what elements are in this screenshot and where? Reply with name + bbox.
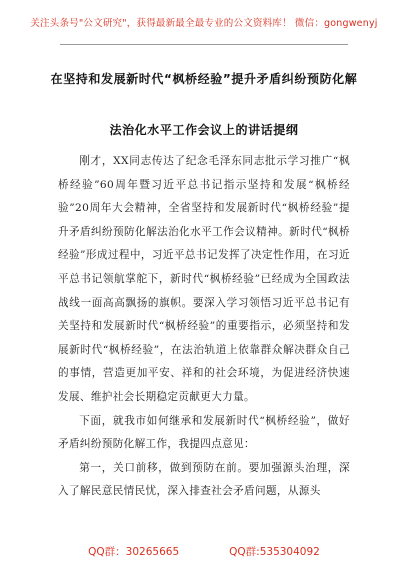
body-paragraph: 下面，就我市如何继承和发展新时代“枫桥经验”，做好矛盾纠纷预防化解工作，我提四点意见： <box>58 414 350 451</box>
document-title-line-2: 法治化水平工作会议上的讲话提纲 <box>109 123 299 137</box>
body-paragraph: 第一，关口前移，做到预防在前。要加强源头治理，深入了解民意民情民忧，深入排查社会矛盾问题，从源头 <box>58 461 350 498</box>
document-body <box>58 150 350 504</box>
page-header <box>0 0 408 44</box>
header-banner: 关注头条号"公文研究"，获得最新最全最专业的公文资料库！ 微信：gongwenyj <box>30 18 378 29</box>
header-divider <box>60 44 348 45</box>
footer-qq-group-2: QQ群:535304092 <box>229 546 320 558</box>
page-footer <box>0 544 408 559</box>
body-paragraph: 刚才，XX同志传达了纪念毛泽东同志批示学习推广“枫桥经验”60周年暨习近平总书记指示坚持和发展“枫桥经验”20周年大会精神，全省坚持和发展新时代“枫桥经验”提升矛盾纠纷预防化解法治化水平工作会议精神。新时代“枫桥经验”形成过程中，习近平总书记发挥了决定性作用，在习近平总书记领航掌舵下，新时代“枫桥经验”已经成为全国政法战线一面高高飘扬的旗帜。要深入学习领悟习近平总书记有关坚持和发展新时代“枫桥经验”的重要指示，必须坚持和发展新时代“枫桥经验”，在法治轨道上依靠群众解决群众自己的事情，营造更加平安、祥和的社会环境，为促进经济快速发展、维护社会长期稳定贡献更大力量。 <box>58 155 350 403</box>
document-title-line-1: 在坚持和发展新时代“枫桥经验”提升矛盾纠纷预防化解 <box>50 72 358 86</box>
footer-qq-group-1: QQ群：30265665 <box>88 546 180 558</box>
